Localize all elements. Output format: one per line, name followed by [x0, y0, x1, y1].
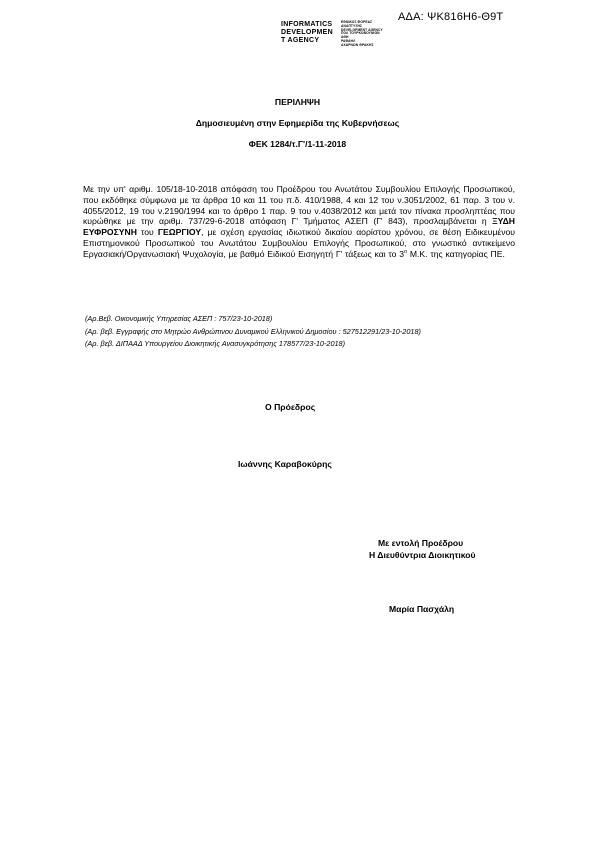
- logo-line: INFORMATICS: [281, 21, 333, 28]
- note-line: (Αρ. βεβ. Εγγραφής στο Μητρώο Ανθρώπινου Δυναμικού Ελληνικού Δημοσίου : 527512291/23-10-2018): [85, 327, 421, 336]
- agency-logo-small-text: [341, 21, 383, 48]
- superscript: ο: [404, 248, 408, 255]
- body-text-part: του: [136, 227, 158, 238]
- note-line: (Αρ.Βεβ. Οικονομικής Υπηρεσίας ΑΣΕΠ : 757/23-10-2018): [85, 314, 273, 323]
- logo-small-line: ΑΘΗ: [341, 35, 349, 40]
- logo-small-line: ΑΧΑΡΝΩΝ ΘΡΑΚΗΣ: [341, 42, 374, 47]
- employee-name: ΞΥΔΗ ΕΥΦΡΟΣΥΝΗ: [83, 216, 515, 238]
- document-subtitle: Δημοσιευμένη στην Εφημερίδα της Κυβερνήσεως: [195, 118, 400, 128]
- logo-line: T AGENCY: [281, 37, 320, 44]
- logo-small-line: ΠΟΛ ΤΟΥΡΚΟΒΟΥΝΙΩΝ: [341, 31, 380, 36]
- director-title: Η Διευθύντρια Διοικητικού: [369, 550, 476, 560]
- logo-small-line: ΡΑΦΑΗΛ: [341, 38, 356, 43]
- logo-line: DEVELOPMEN: [281, 29, 334, 36]
- ada-code: ΑΔΑ: ΨΚ816Η6-Θ9Τ: [398, 11, 504, 23]
- director-name: Μαρία Πασχάλη: [389, 604, 455, 614]
- note-line: (Αρ. βεβ. ΔΙΠΑΑΔ Υπουργείου Διοικητικής Ανασυγκρότησης 178577/23-10-2018): [85, 339, 346, 348]
- agency-logo-text: [281, 21, 333, 45]
- logo-small-line: ΑΝΑΠΤΥΞΗΣ: [341, 23, 363, 28]
- logo-small-line: DEVELOPMENT AGENCY: [341, 27, 383, 32]
- logo-small-line: ΕΘΝΙΚΟΣ ΦΟΡΕΑΣ: [341, 20, 373, 24]
- president-title: Ο Πρόεδρος: [265, 402, 316, 412]
- body-text-part: , με σχέση εργασίας ιδιωτικού δικαίου αορίστου χρόνου, σε θέση Ειδικευμένου Επιστημονικού Προσωπικού του Ανωτάτου Συμβουλίου Επιλογής Προσωπικού, στο γνωστικό αντικείμενο Εργασιακή/Οργανωσιακή Ψυχολογία, με βαθμό Ειδικού Εισηγητή Γ' τάξεως και το 3: [83, 227, 516, 259]
- document-title: ΠΕΡΙΛΗΨΗ: [274, 97, 321, 107]
- father-name: ΓΕΩΡΓΙΟΥ: [157, 227, 202, 238]
- president-name: Ιωάννης Καραβοκύρης: [238, 459, 332, 469]
- fek-reference: ΦΕΚ 1284/τ.Γ'/1-11-2018: [248, 139, 347, 149]
- body-text-part: Μ.Κ. της κατηγορίας ΠΕ.: [407, 248, 505, 259]
- decision-paragraph: [83, 184, 515, 260]
- body-text-part: Με την υπ' αριθμ. 105/18-10-2018 απόφαση του Προέδρου του Ανωτάτου Συμβουλίου Επιλογής Προσωπικού, που εκδόθηκε σύμφωνα με τα άρθρα 10 και 11 του π.δ. 410/1988, 4 και 12 του ν.3051/2002, 61 παρ. 3 του ν. 4055/2012, 19 του ν.2190/1994 και το άρθρο 1 παρ. 9 του ν.4038/2012 και μετά τον πίνακα προσληπτέας που κυρώθηκε με την αριθμ. 737/29-6-2018 απόφαση Γ' Τμήματος ΑΣΕΠ (Γ' 843), προσλαμβάνεται η: [83, 184, 515, 227]
- on-behalf-label: Με εντολή Προέδρου: [378, 538, 464, 548]
